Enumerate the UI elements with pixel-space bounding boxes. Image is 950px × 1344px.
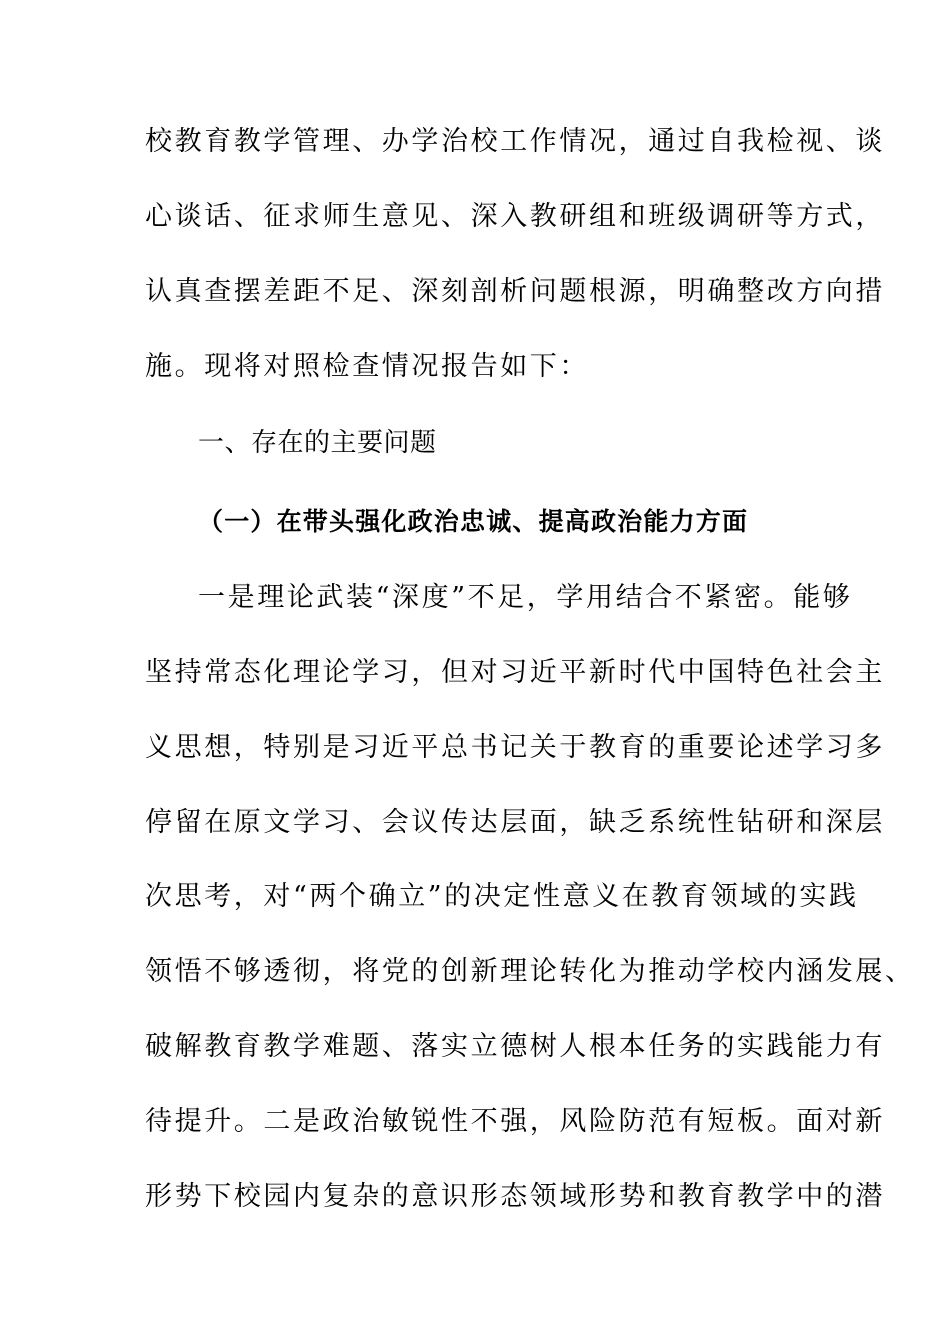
body-line-6: 领悟不够透彻，将党的创新理论转化为推动学校内涵发展、 — [145, 956, 915, 987]
paragraph-line-1: 校教育教学管理、办学治校工作情况，通过自我检视、谈 — [145, 126, 885, 157]
body-line-4: 停留在原文学习、会议传达层面，缺乏系统性钻研和深层 — [145, 807, 885, 838]
subsection-heading: （一）在带头强化政治忠诚、提高政治能力方面 — [198, 507, 749, 536]
section-heading: 一、存在的主要问题 — [198, 428, 437, 458]
body-line-8: 待提升。二是政治敏锐性不强，风险防范有短板。面对新 — [145, 1106, 885, 1137]
paragraph-line-3: 认真查摆差距不足、深刻剖析问题根源，明确整改方向措 — [145, 276, 885, 307]
body-line-9: 形势下校园内复杂的意识形态领域形势和教育教学中的潜 — [145, 1181, 885, 1212]
paragraph-line-2: 心谈话、征求师生意见、深入教研组和班级调研等方式， — [145, 201, 885, 232]
body-line-7: 破解教育教学难题、落实立德树人根本任务的实践能力有 — [145, 1031, 885, 1062]
body-line-3: 义思想，特别是习近平总书记关于教育的重要论述学习多 — [145, 732, 885, 763]
paragraph-line-4: 施。现将对照检查情况报告如下： — [145, 351, 589, 382]
body-line-2: 坚持常态化理论学习，但对习近平新时代中国特色社会主 — [145, 657, 885, 688]
body-line-5: 次思考，对“两个确立”的决定性意义在教育领域的实践 — [145, 881, 859, 912]
body-line-1: 一是理论武装“深度”不足，学用结合不紧密。能够 — [198, 582, 853, 613]
